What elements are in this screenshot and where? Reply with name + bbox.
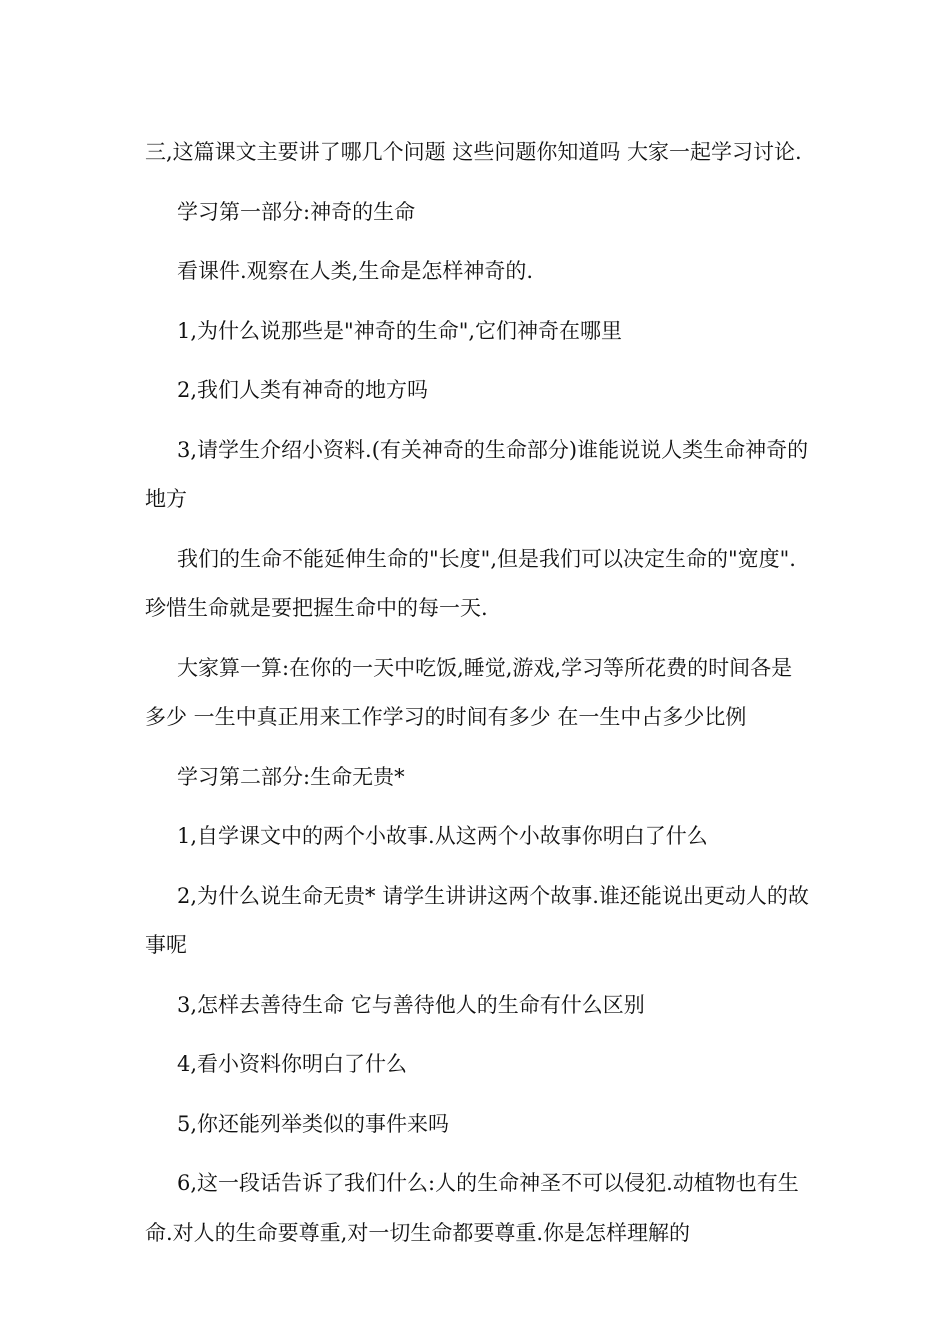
list-item-2: 2,我们人类有神奇的地方吗 [177, 378, 429, 402]
list-item-part-two-4: 4,看小资料你明白了什么 [177, 1052, 408, 1076]
list-item-part-two-3: 3,怎样去善待生命 它与善待他人的生命有什么区别 [177, 992, 645, 1017]
paragraph-life-width: 我们的生命不能延伸生命的"长度",但是我们可以决定生命的"宽度".珍惜生命就是要把握生命中的每一天. [145, 546, 796, 620]
list-item-part-two-1: 1,自学课文中的两个小故事.从这两个小故事你明白了什么 [177, 824, 708, 848]
document-body [145, 128, 810, 1258]
section-heading-part-two: 学习第二部分:生命无贵* [177, 764, 405, 789]
list-item-3: 3,请学生介绍小资料.(有关神奇的生命部分)谁能说说人类生命神奇的地方 [145, 437, 809, 511]
section-heading-part-one: 学习第一部分:神奇的生命 [177, 199, 416, 224]
list-item-part-two-5: 5,你还能列举类似的事件来吗 [177, 1111, 450, 1136]
paragraph-view-courseware: 看课件.观察在人类,生命是怎样神奇的. [177, 259, 534, 283]
list-item-part-two-2: 2,为什么说生命无贵* 请学生讲讲这两个故事.谁还能说出更动人的故事呢 [145, 883, 809, 957]
list-item-1: 1,为什么说那些是"神奇的生命",它们神奇在哪里 [177, 318, 623, 343]
list-item-part-two-6: 6,这一段话告诉了我们什么:人的生命神圣不可以侵犯.动植物也有生命.对人的生命要尊重,对一切生命都要尊重.你是怎样理解的 [145, 1171, 799, 1245]
paragraph-calculate-time: 大家算一算:在你的一天中吃饭,睡觉,游戏,学习等所花费的时间各是多少 一生中真正用来工作学习的时间有多少 在一生中占多少比例 [145, 655, 793, 729]
paragraph-intro-question: 三,这篇课文主要讲了哪几个问题 这些问题你知道吗 大家一起学习讨论. [145, 140, 802, 164]
